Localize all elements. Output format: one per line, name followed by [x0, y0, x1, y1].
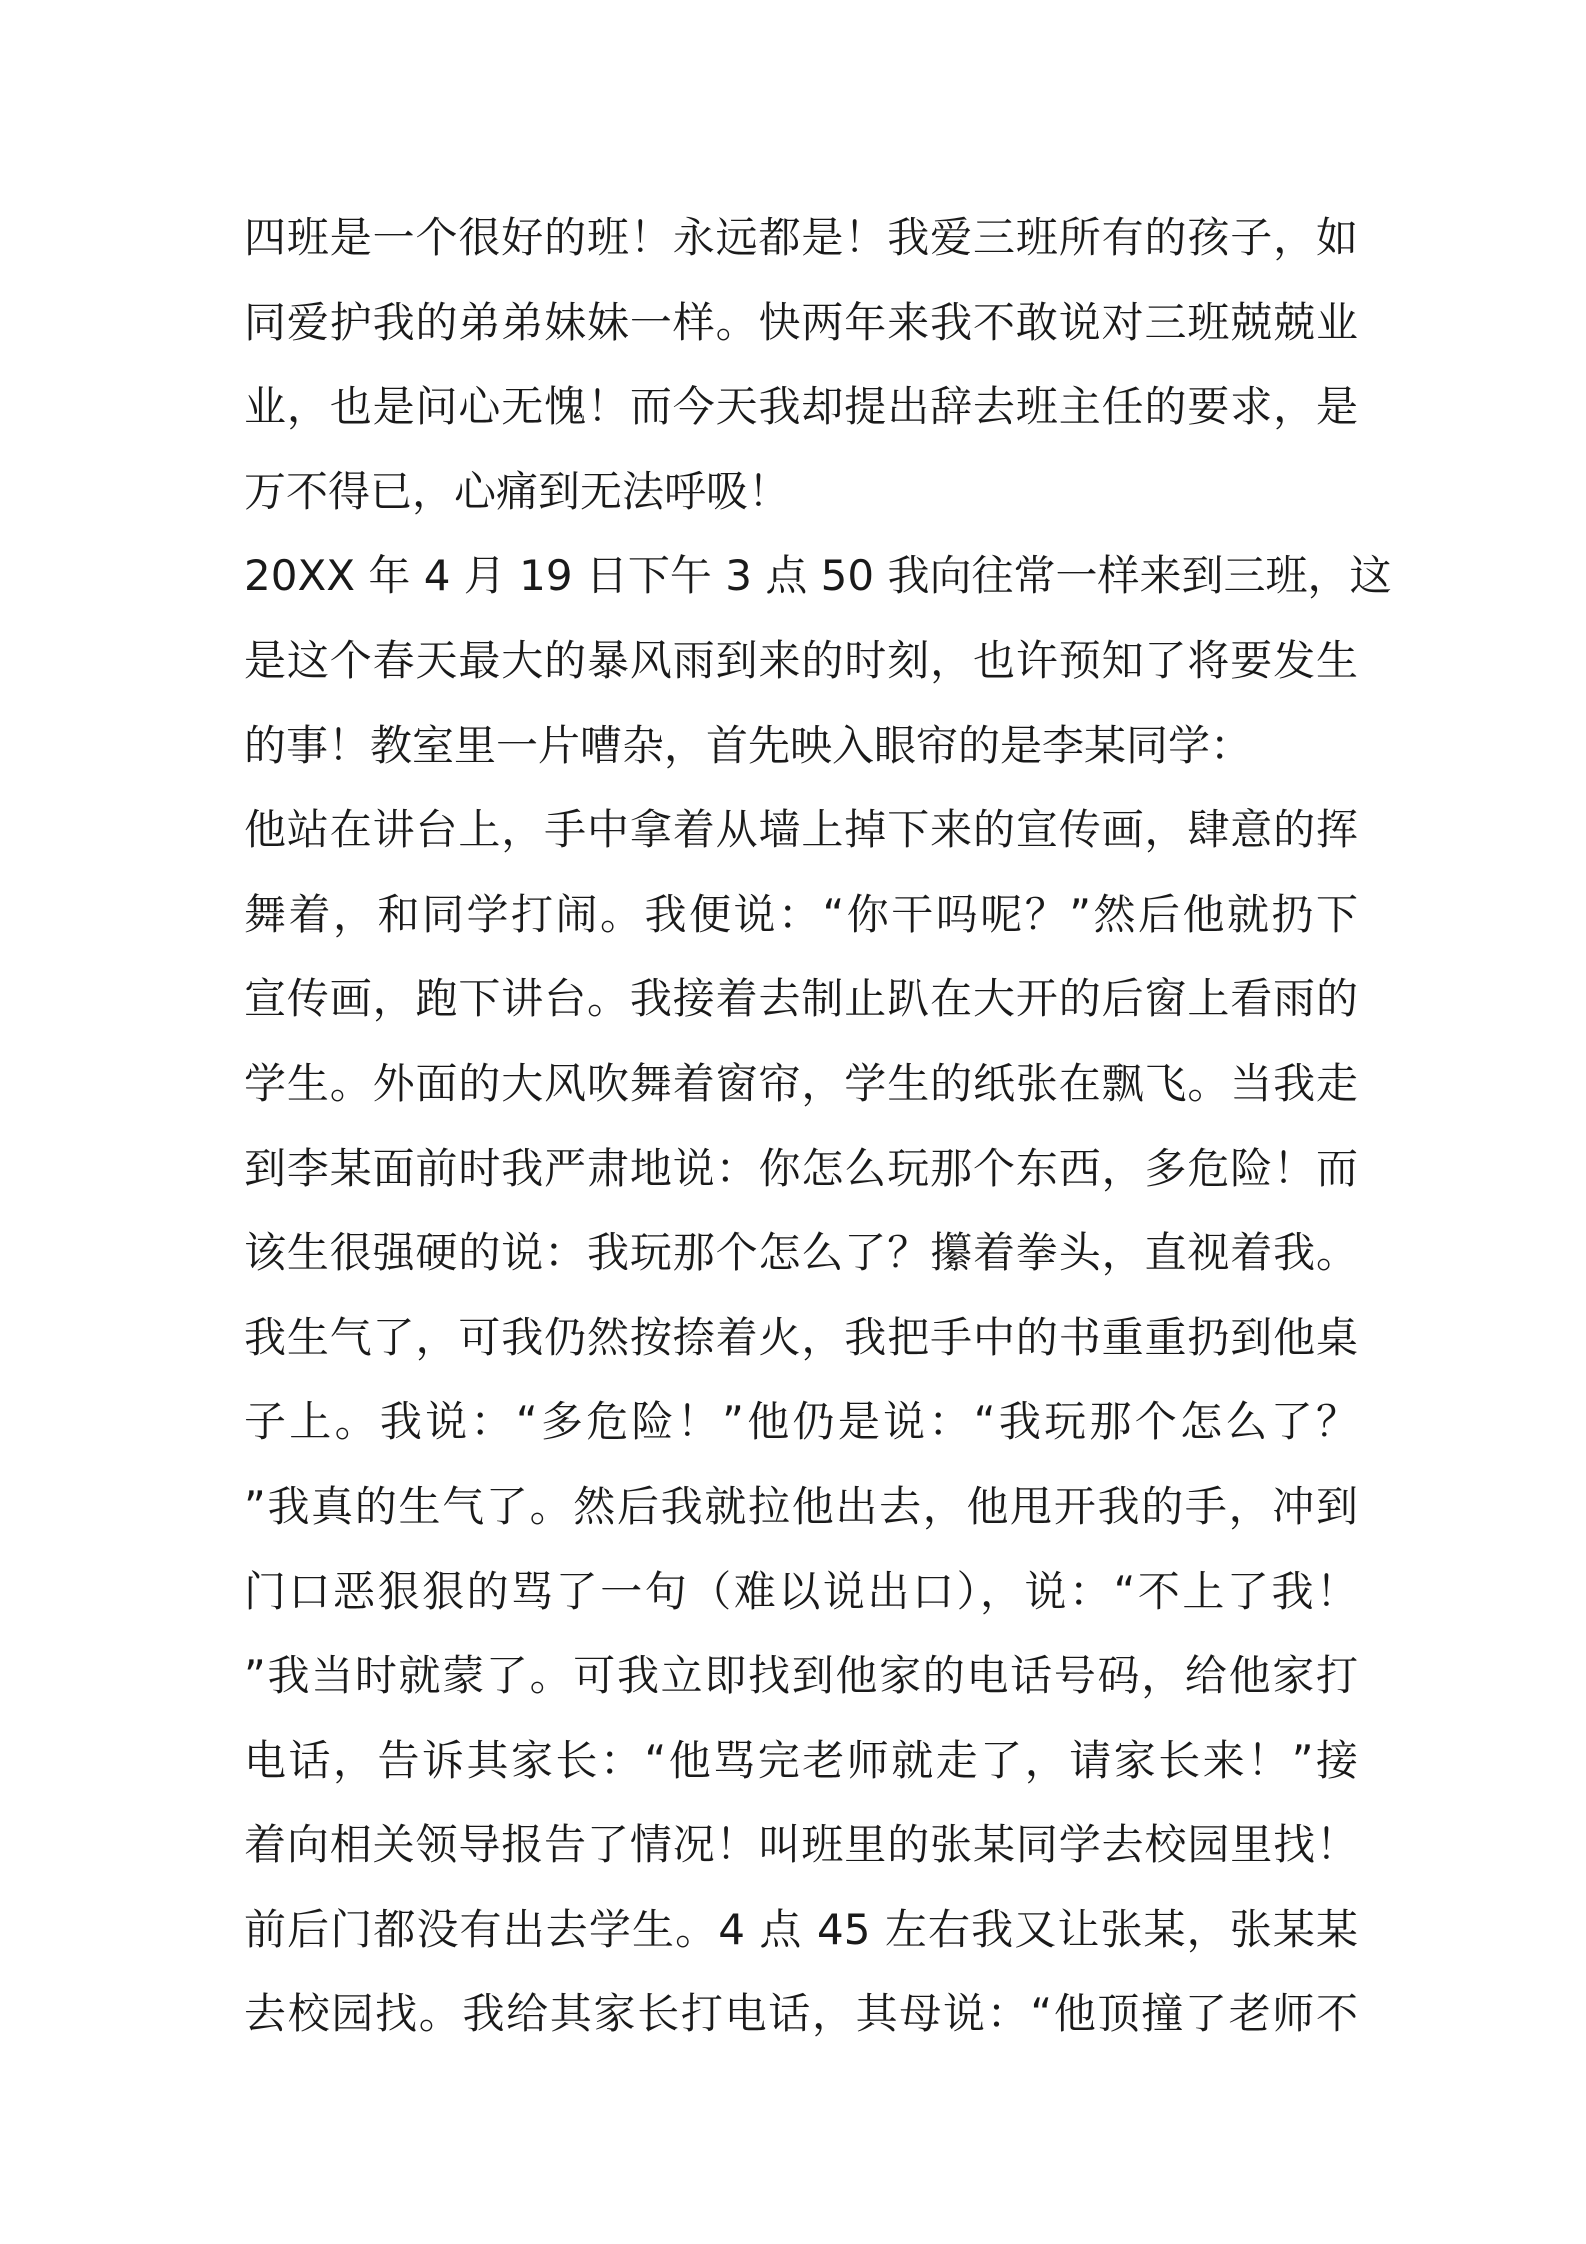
text-line: 子上。我说：“多危险！”他仍是说：“我玩那个怎么了？ [244, 1397, 1358, 1447]
text-line: 四班是一个很好的班！永远都是！我爱三班所有的孩子，如 [244, 213, 1358, 262]
text-line: 着向相关领导报告了情况！叫班里的张某同学去校园里找！ [244, 1820, 1358, 1870]
text-line: 该生很强硬的说：我玩那个怎么了？攥着拳头，直视着我。 [244, 1228, 1358, 1278]
text-line: 的事！教室里一片嘈杂，首先映入眼帘的是李某同学： [244, 720, 1253, 770]
text-line: 20XX 年 4 月 19 日下午 3 点 50 我向往常一样来到三班，这 [244, 551, 1392, 601]
text-line: 宣传画，跑下讲台。我接着去制止趴在大开的后窗上看雨的 [244, 974, 1358, 1024]
text-line: 万不得已，心痛到无法呼吸！ [244, 466, 791, 516]
text-line: 舞着，和同学打闹。我便说：“你干吗呢？”然后他就扔下 [244, 889, 1358, 939]
text-line: 业，也是问心无愧！而今天我却提出辞去班主任的要求，是 [244, 382, 1358, 432]
text-line: 去校园找。我给其家长打电话，其母说：“他顶撞了老师不 [244, 1989, 1358, 2039]
text-line: 学生。外面的大风吹舞着窗帘，学生的纸张在飘飞。当我走 [244, 1058, 1358, 1108]
text-line: 他站在讲台上，手中拿着从墙上掉下来的宣传画，肆意的挥 [244, 805, 1358, 855]
text-line: 我生气了，可我仍然按捺着火，我把手中的书重重扔到他桌 [244, 1312, 1358, 1362]
text-line: ”我当时就蒙了。可我立即找到他家的电话号码，给他家打 [244, 1651, 1358, 1701]
text-line: 电话，告诉其家长：“他骂完老师就走了，请家长来！”接 [244, 1735, 1358, 1785]
text-line: 前后门都没有出去学生。4 点 45 左右我又让张某，张某某 [244, 1904, 1358, 1954]
body-text [244, 196, 1392, 2057]
text-line: 同爱护我的弟弟妹妹一样。快两年来我不敢说对三班兢兢业 [244, 297, 1358, 347]
text-line: ”我真的生气了。然后我就拉他出去，他甩开我的手，冲到 [244, 1481, 1358, 1531]
text-line: 门口恶狠狠的骂了一句（难以说出口），说：“不上了我！ [244, 1566, 1358, 1616]
text-line: 到李某面前时我严肃地说：你怎么玩那个东西，多危险！而 [244, 1143, 1358, 1193]
text-line: 是这个春天最大的暴风雨到来的时刻，也许预知了将要发生 [244, 635, 1358, 685]
